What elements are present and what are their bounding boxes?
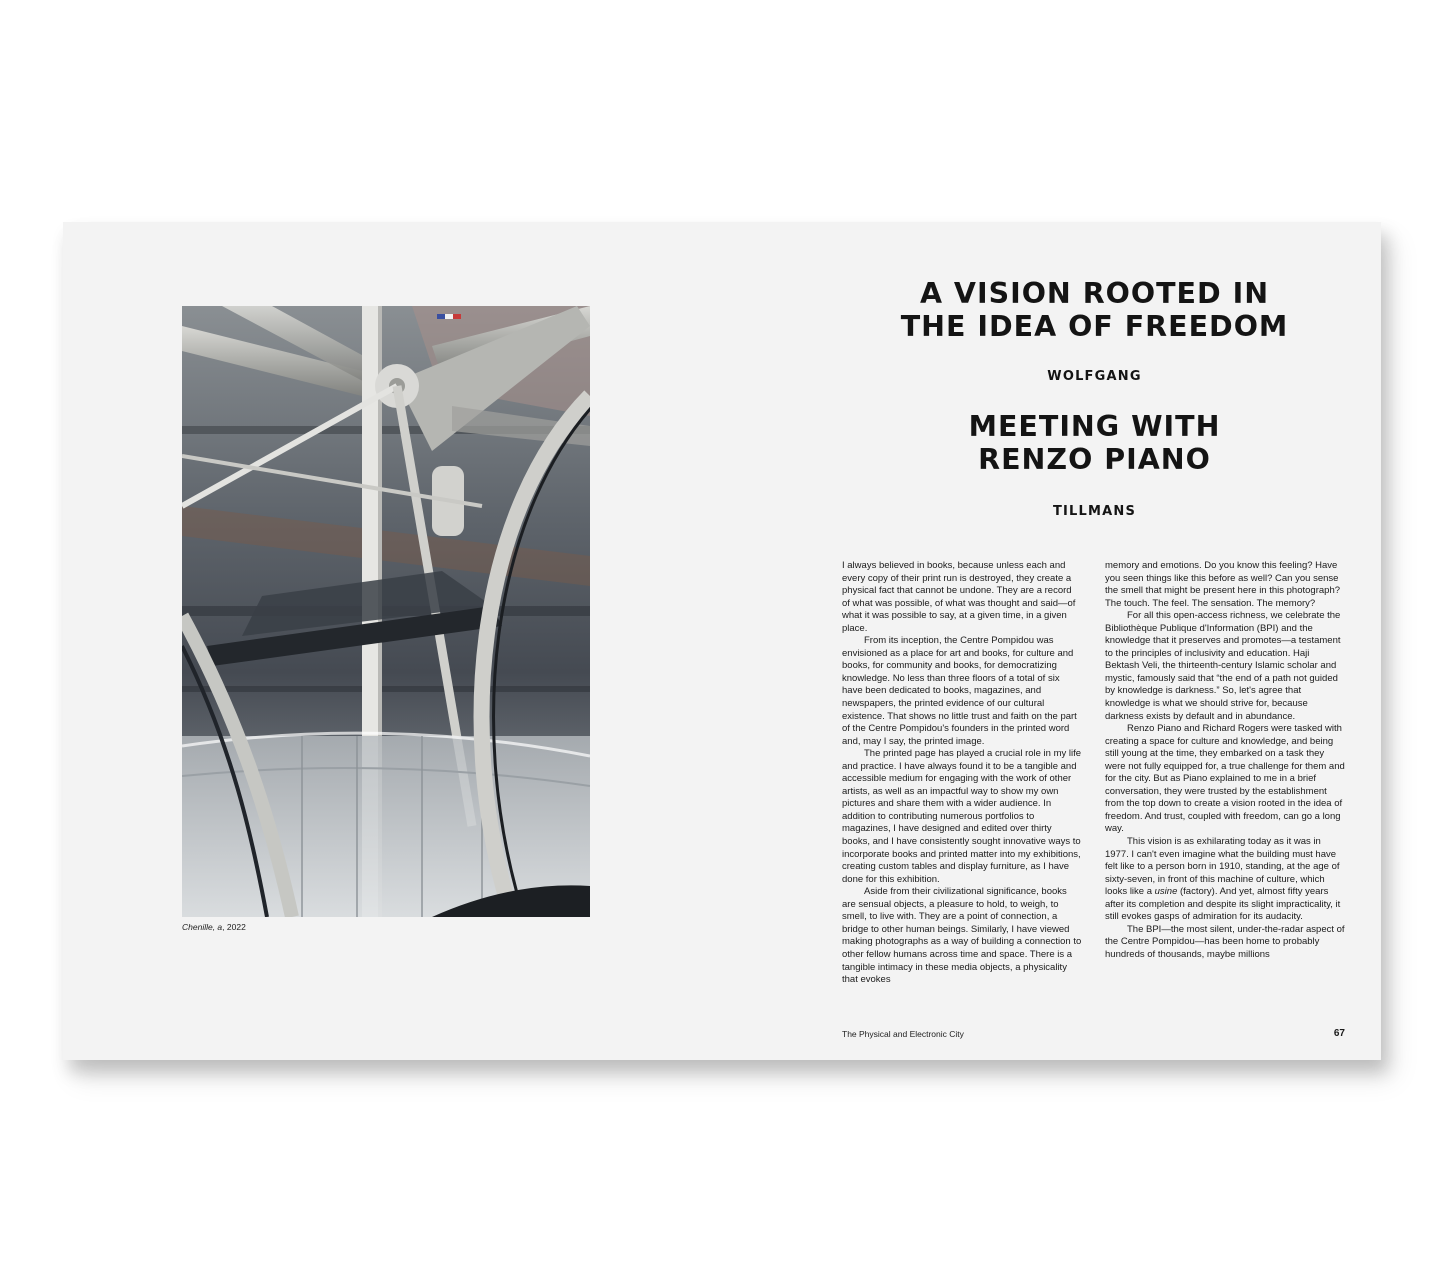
paragraph (1105, 836, 1345, 924)
caption-title: Chenille, a (182, 922, 223, 932)
paragraph-italic: usine (1154, 886, 1178, 898)
title-part-one (833, 277, 1356, 343)
title-line-4: RENZO PIANO (978, 443, 1211, 476)
title-line-1: A VISION ROOTED IN (919, 277, 1270, 310)
photograph-pompidou-structure (182, 306, 590, 917)
paragraph: Aside from their civilizational significance, books are sensual objects, a pleasure to hold, to weigh, to smell, to live with. They are a point of connection, a bridge to other human beings. Similarly, I have viewed making photographs as a way of building a connection to other fellow humans across time and space. There is a tangible intimacy in these media objects, a physicality that evokes (842, 886, 1082, 986)
text-column-right (1105, 560, 1345, 1008)
title-line-2: THE IDEA OF FREEDOM (900, 310, 1289, 343)
title-part-two (833, 410, 1356, 476)
photo-caption (182, 922, 246, 932)
paragraph: I always believed in books, because unless each and every copy of their print run is destroyed, they create a physical fact that cannot be undone. They are a record of what was possible, of what was thought and said—of what it was possible to say, at a given time, in a given place. (842, 560, 1076, 634)
paragraph: The printed page has played a crucial role in my life and practice. I have always found it to be a tangible and accessible medium for engaging with the work of other artists, as well as an impactful way to show my own pictures and share them with a wider audience. In addition to contributing numerous portfolios to magazines, I have designed and edited over thirty books, and I have consistently sought innovative ways to incorporate books and printed matter into my exhibitions, creating custom tables and display furniture, as I have done for this exhibition. (842, 748, 1082, 885)
text-column-left (842, 560, 1082, 1008)
paragraph-text: This vision is as exhilarating today as it was in 1977. I can't even imagine what the building must have felt like to a person born in 1910, standing, at the age of sixty-seven, in front of this machine of culture, which looks like a (1105, 836, 1340, 898)
paragraph: Renzo Piano and Richard Rogers were tasked with creating a space for culture and knowledge, and being still young at the time, they embarked on a task they were not fully equipped for, a true challenge for them and for the city. But as Piano explained to me in a brief conversation, they were trusted by the establishment from the top down to create a vision rooted in the idea of freedom. And trust, coupled with freedom, can go a long way. (1105, 723, 1345, 835)
author-first-name: WOLFGANG (1047, 369, 1142, 384)
paragraph: For all this open-access richness, we celebrate the Bibliothèque Publique d'Information (BPI) and the knowledge that it preserves and promotes—a testament to the principles of inclusivity and education. Haji Bektash Veli, the thirteenth-century Islamic scholar and mystic, famously said that “the end of a path not guided by knowledge is darkness.” So, let's agree that knowledge is what we should strive for, because darkness exists by default and in abundance. (1105, 610, 1341, 722)
running-footer: The Physical and Electronic City (842, 1029, 964, 1039)
caption-year: , 2022 (222, 922, 246, 932)
author-last-name: TILLMANS (1052, 504, 1137, 519)
book-spread (63, 222, 1381, 1060)
paragraph-text: (factory). And yet, almost fifty years after its completion and despite its slight impracticality, it still evokes gasps of admiration for its audacity. (1105, 886, 1341, 923)
page-number: 67 (1333, 1028, 1345, 1039)
paragraph: The BPI—the most silent, under-the-radar aspect of the Centre Pompidou—has been home to probably hundreds of thousands, maybe millions (1105, 923, 1345, 960)
photo-illustration (182, 306, 590, 917)
paragraph: From its inception, the Centre Pompidou was envisioned as a place for art and books, for culture and books, for community and books, for democratizing knowledge. No less than three floors of a total of six have been dedicated to books, magazines, and newspapers, the printed evidence of our cultural existence. That shows no little trust and faith on the part of the Centre Pompidou's founders in the printed word and, may I say, the printed image. (842, 635, 1077, 747)
title-line-3: MEETING WITH (968, 410, 1221, 443)
paragraph: memory and emotions. Do you know this feeling? Have you seen things like this before as well? Can you sense the smell that might be present here in this photograph? The touch. The feel. The sensation. The memory? (1105, 560, 1341, 609)
